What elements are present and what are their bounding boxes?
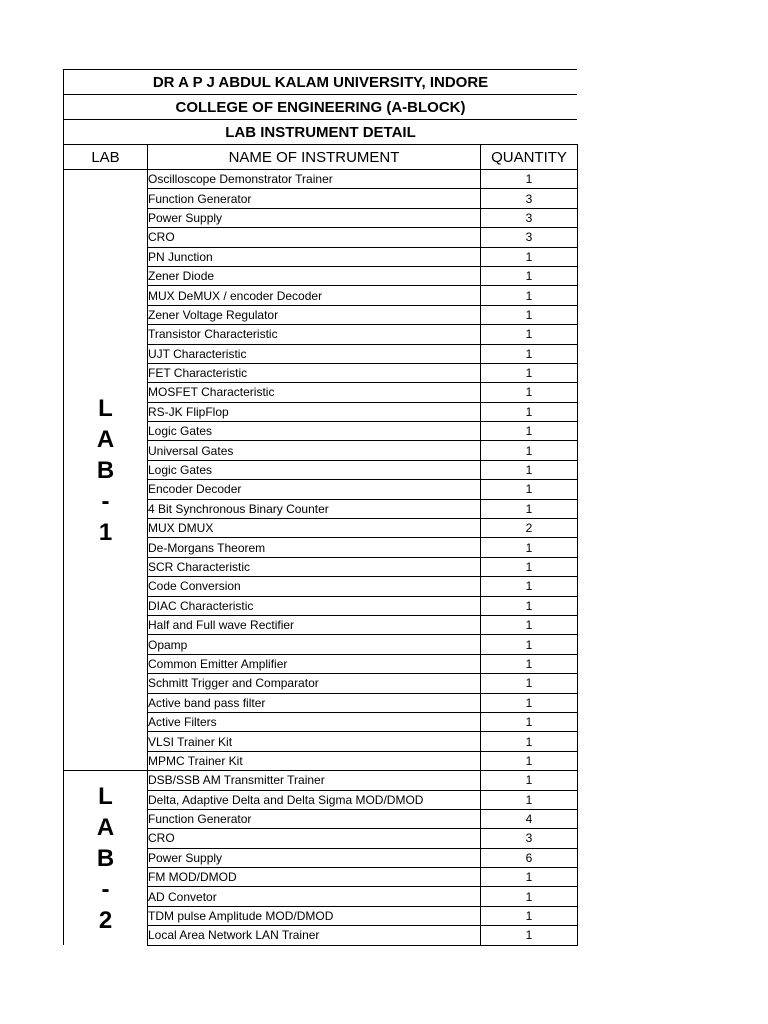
instrument-name-cell: Zener Voltage Regulator (148, 305, 481, 324)
quantity-cell: 3 (481, 829, 578, 848)
instrument-name-cell: FM MOD/DMOD (148, 868, 481, 887)
instrument-name-cell: Active Filters (148, 712, 481, 731)
instrument-name-cell: VLSI Trainer Kit (148, 732, 481, 751)
quantity-cell: 1 (481, 402, 578, 421)
quantity-cell: 1 (481, 693, 578, 712)
instrument-name-cell: Logic Gates (148, 422, 481, 441)
instrument-name-cell: Zener Diode (148, 266, 481, 285)
quantity-cell: 1 (481, 790, 578, 809)
lab-column-header: LAB (64, 145, 148, 170)
instrument-name-cell: Encoder Decoder (148, 480, 481, 499)
quantity-cell: 6 (481, 848, 578, 867)
quantity-cell: 1 (481, 887, 578, 906)
lab-label-char: A (96, 425, 115, 453)
quantity-cell: 1 (481, 344, 578, 363)
instrument-name-cell: Common Emitter Amplifier (148, 654, 481, 673)
instrument-name-cell: Function Generator (148, 189, 481, 208)
quantity-cell: 1 (481, 926, 578, 945)
instrument-name-cell: Opamp (148, 635, 481, 654)
instrument-name-cell: Universal Gates (148, 441, 481, 460)
lab-label-char: 1 (98, 518, 113, 546)
instrument-name-cell: Delta, Adaptive Delta and Delta Sigma MOD/DMOD (148, 790, 481, 809)
quantity-cell: 1 (481, 422, 578, 441)
instrument-name-cell: DIAC Characteristic (148, 596, 481, 615)
quantity-cell: 1 (481, 363, 578, 382)
instrument-name-cell: Power Supply (148, 848, 481, 867)
instrument-name-cell: RS-JK FlipFlop (148, 402, 481, 421)
quantity-cell: 1 (481, 615, 578, 634)
quantity-cell: 1 (481, 499, 578, 518)
instrument-name-cell: Function Generator (148, 809, 481, 828)
instrument-table-body (64, 170, 578, 946)
instrument-name-cell: PN Junction (148, 247, 481, 266)
quantity-cell: 1 (481, 654, 578, 673)
instrument-name-cell: Logic Gates (148, 460, 481, 479)
quantity-cell: 1 (481, 751, 578, 770)
quantity-cell: 1 (481, 771, 578, 790)
lab-label-char: B (96, 456, 115, 484)
quantity-cell: 4 (481, 809, 578, 828)
quantity-cell: 1 (481, 441, 578, 460)
instrument-name-cell: DSB/SSB AM Transmitter Trainer (148, 771, 481, 790)
college-title: COLLEGE OF ENGINEERING (A-BLOCK) (63, 94, 577, 119)
instrument-name-cell: Oscilloscope Demonstrator Trainer (148, 170, 481, 189)
quantity-cell: 3 (481, 189, 578, 208)
lab-label-char: 2 (98, 906, 113, 934)
lab-label (97, 393, 114, 548)
lab-label-char: B (96, 844, 115, 872)
quantity-cell: 1 (481, 635, 578, 654)
instrument-name-cell: MUX DeMUX / encoder Decoder (148, 286, 481, 305)
quantity-cell: 1 (481, 383, 578, 402)
instrument-name-cell: Code Conversion (148, 577, 481, 596)
instrument-name-cell: Active band pass filter (148, 693, 481, 712)
name-column-header: NAME OF INSTRUMENT (148, 145, 481, 170)
instrument-name-cell: MUX DMUX (148, 519, 481, 538)
university-title: DR A P J ABDUL KALAM UNIVERSITY, INDORE (63, 69, 577, 94)
quantity-cell: 3 (481, 208, 578, 227)
instrument-name-cell: MPMC Trainer Kit (148, 751, 481, 770)
table-row (64, 170, 578, 189)
quantity-cell: 1 (481, 868, 578, 887)
instrument-name-cell: UJT Characteristic (148, 344, 481, 363)
instrument-name-cell: 4 Bit Synchronous Binary Counter (148, 499, 481, 518)
quantity-cell: 2 (481, 519, 578, 538)
lab-label-cell (64, 771, 148, 946)
quantity-column-header: QUANTITY (481, 145, 578, 170)
instrument-name-cell: FET Characteristic (148, 363, 481, 382)
instrument-name-cell: Power Supply (148, 208, 481, 227)
lab-label-char: - (101, 875, 110, 903)
quantity-cell: 1 (481, 906, 578, 925)
column-header-row (64, 145, 578, 170)
lab-label (97, 781, 114, 936)
quantity-cell: 1 (481, 712, 578, 731)
instrument-sheet (63, 69, 577, 946)
quantity-cell: 1 (481, 538, 578, 557)
instrument-name-cell: Local Area Network LAN Trainer (148, 926, 481, 945)
instrument-name-cell: Schmitt Trigger and Comparator (148, 674, 481, 693)
instrument-name-cell: SCR Characteristic (148, 557, 481, 576)
quantity-cell: 1 (481, 674, 578, 693)
quantity-cell: 1 (481, 480, 578, 499)
quantity-cell: 1 (481, 247, 578, 266)
instrument-name-cell: De-Morgans Theorem (148, 538, 481, 557)
quantity-cell: 1 (481, 596, 578, 615)
lab-label-char: L (98, 394, 113, 422)
lab-label-char: - (101, 487, 110, 515)
instrument-table (63, 144, 578, 946)
quantity-cell: 1 (481, 286, 578, 305)
quantity-cell: 1 (481, 305, 578, 324)
quantity-cell: 1 (481, 325, 578, 344)
quantity-cell: 1 (481, 577, 578, 596)
quantity-cell: 1 (481, 266, 578, 285)
instrument-name-cell: Half and Full wave Rectifier (148, 615, 481, 634)
instrument-name-cell: Transistor Characteristic (148, 325, 481, 344)
instrument-name-cell: AD Convetor (148, 887, 481, 906)
table-row (64, 771, 578, 790)
lab-label-char: A (96, 813, 115, 841)
quantity-cell: 1 (481, 557, 578, 576)
instrument-name-cell: MOSFET Characteristic (148, 383, 481, 402)
instrument-name-cell: TDM pulse Amplitude MOD/DMOD (148, 906, 481, 925)
lab-label-cell (64, 170, 148, 771)
quantity-cell: 1 (481, 732, 578, 751)
instrument-name-cell: CRO (148, 829, 481, 848)
quantity-cell: 3 (481, 228, 578, 247)
quantity-cell: 1 (481, 170, 578, 189)
detail-title: LAB INSTRUMENT DETAIL (63, 119, 577, 144)
lab-label-char: L (98, 782, 113, 810)
instrument-name-cell: CRO (148, 228, 481, 247)
quantity-cell: 1 (481, 460, 578, 479)
